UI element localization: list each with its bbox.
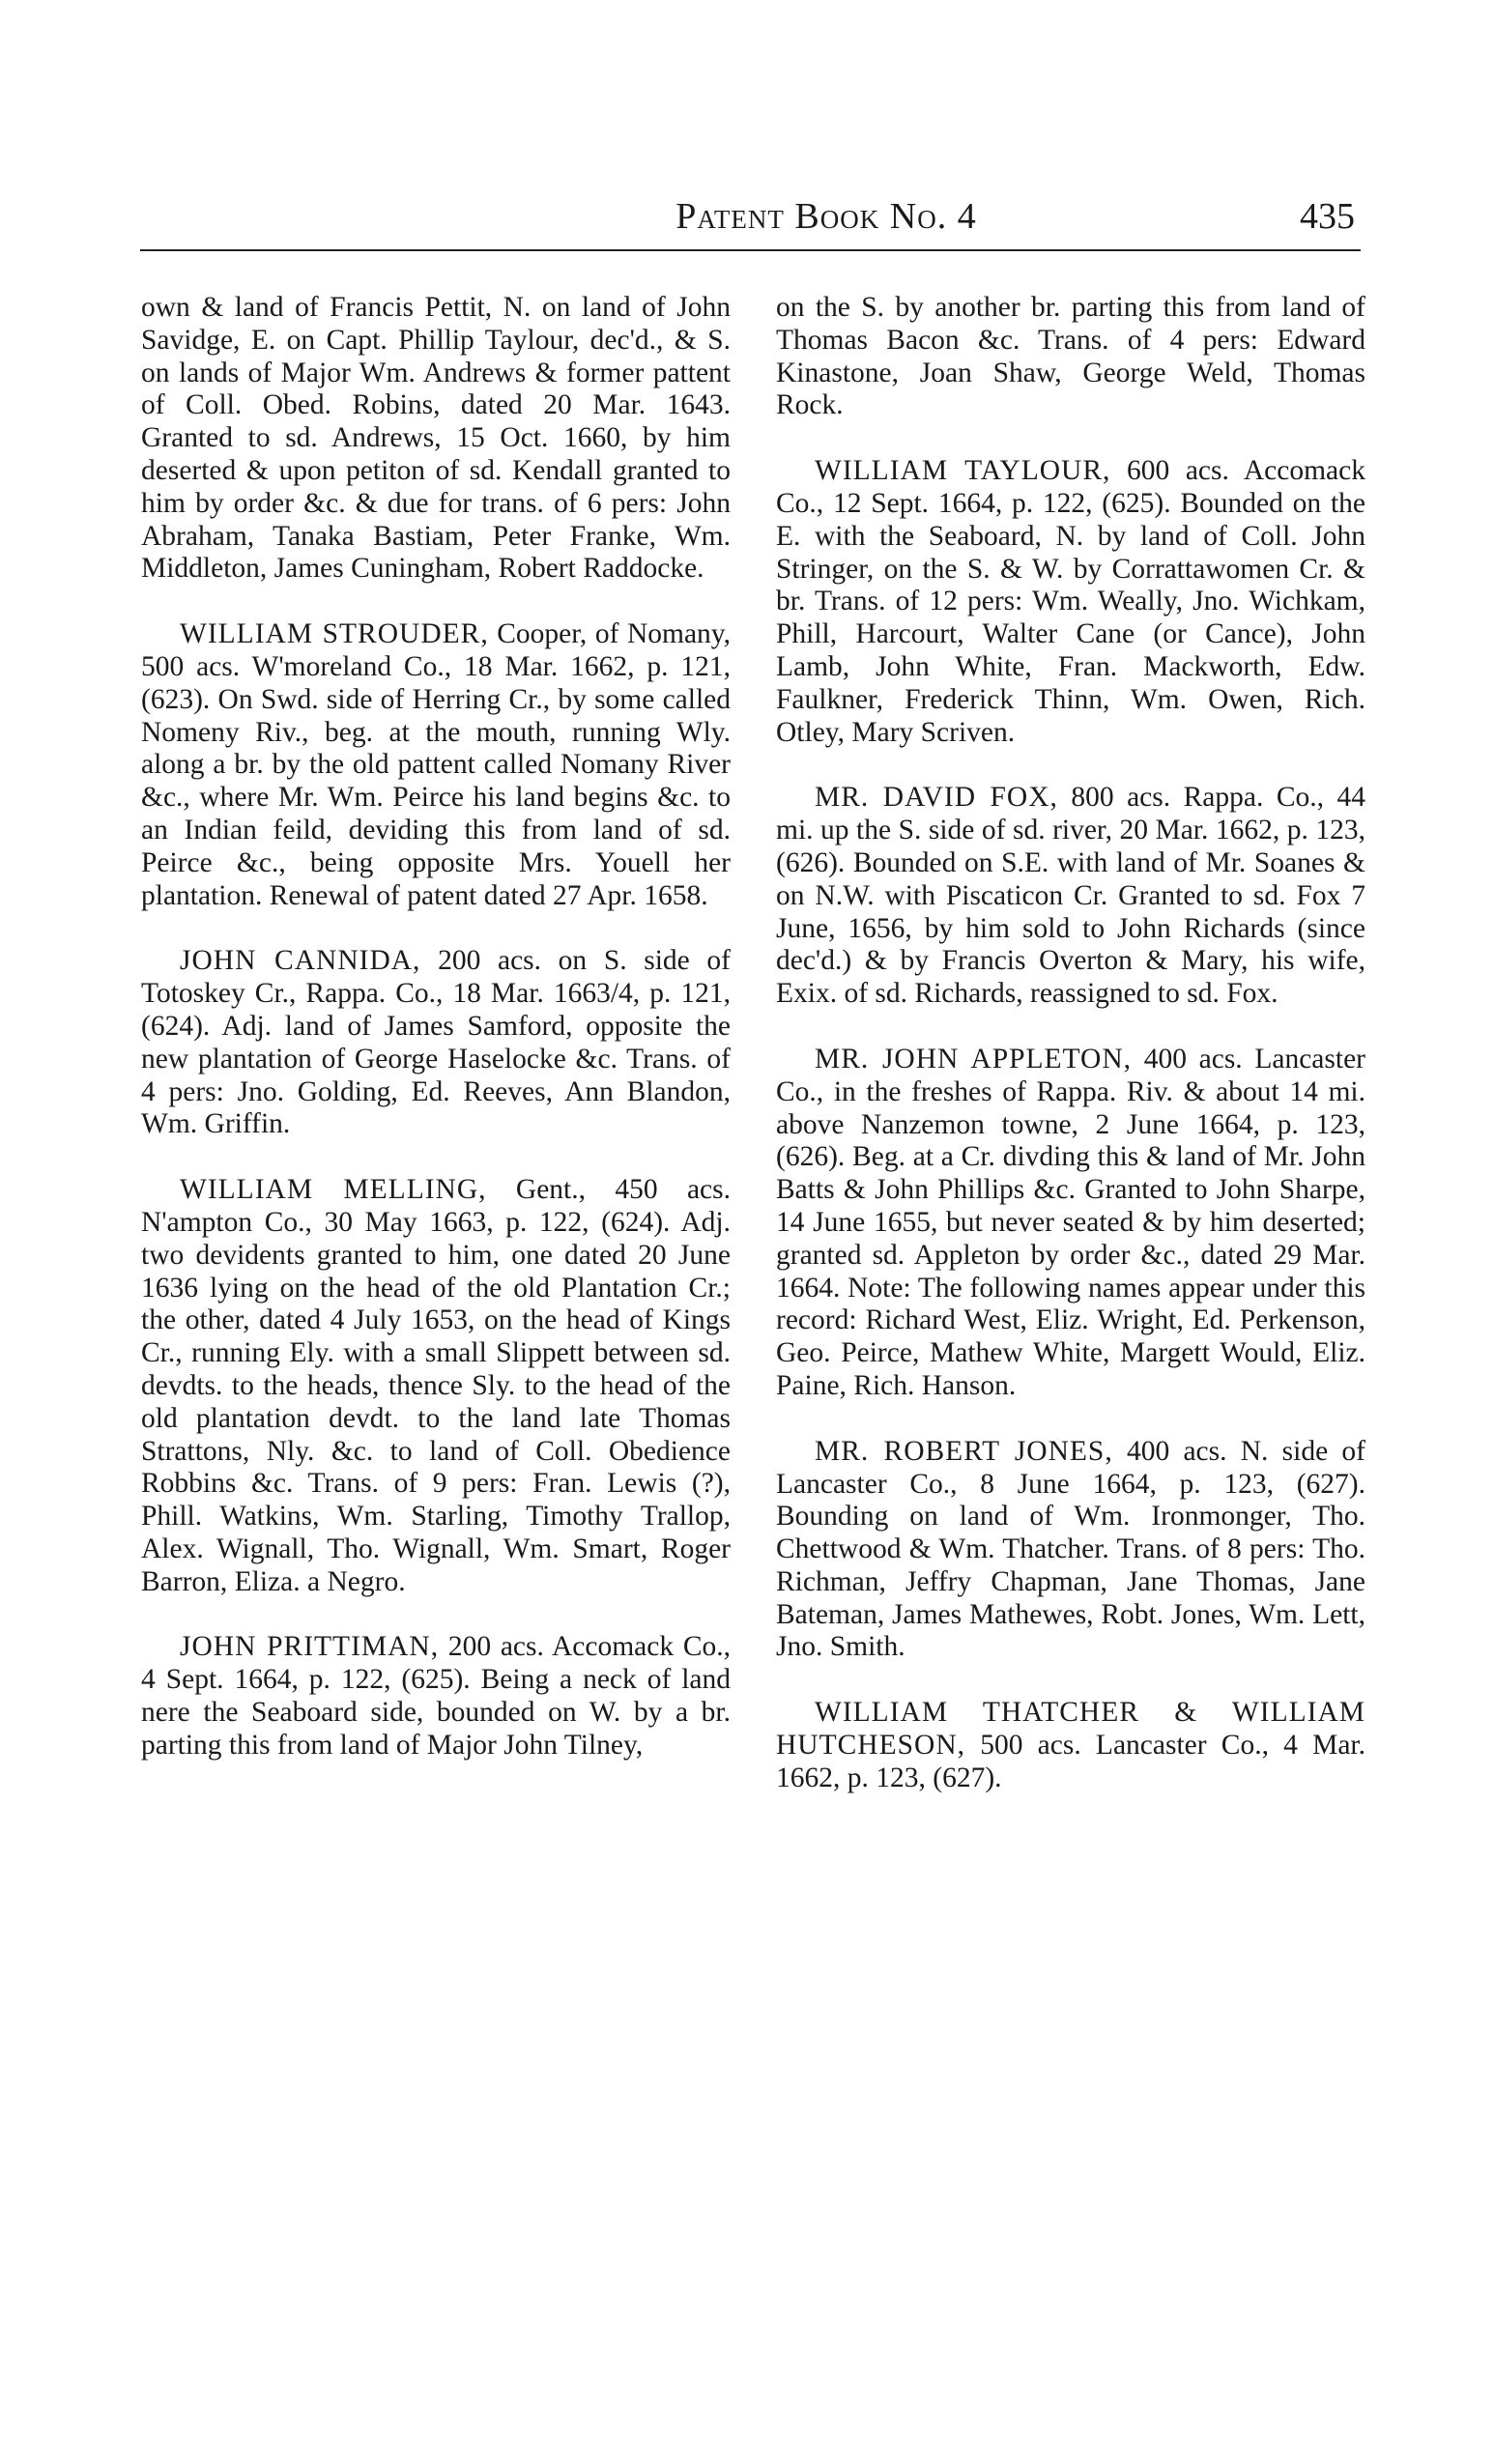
entry-name: MR. JOHN APPLETON, <box>815 1043 1133 1074</box>
entry-text: 400 acs. Lancaster Co., in the freshes of Rappa. Riv. & about 14 mi. above Nanzemon towne, 2 June 1664, p. 123, (626). Beg. at a Cr. divding this & land of Mr. John Batts & John Phillips &c. Granted to John Sharpe, 14 June 1655, but never seated & by him deserted; granted sd. Appleton by order &c., dated 29 Mar. 1664. Note: The following names appear under this record: Richard West, Eliz. Wright, Ed. Perkenson, Geo. Peirce, Mathew White, Margett Would, Eliz. Paine, Rich. Hanson. <box>776 1043 1365 1401</box>
entry-continued <box>776 292 1365 422</box>
entry-text: on the S. by another br. parting this from land of Thomas Bacon &c. Trans. of 4 pers: Edward Kinastone, Joan Shaw, George Weld, Thomas Rock. <box>776 292 1365 421</box>
entry-text: own & land of Francis Pettit, N. on land of John Savidge, E. on Capt. Phillip Taylour, dec'd., & S. on lands of Major Wm. Andrews & former pattent of Coll. Obed. Robins, dated 20 Mar. 1643. Granted to sd. Andrews, 15 Oct. 1660, by him deserted & upon petiton of sd. Kendall granted to him by order &c. & due for trans. of 6 pers: John Abraham, Tanaka Bastiam, Peter Franke, Wm. Middleton, James Cuningham, Robert Raddocke. <box>141 292 731 585</box>
entry-name: MR. ROBERT JONES, <box>815 1435 1113 1467</box>
entry-name: WILLIAM STROUDER, <box>180 618 489 650</box>
entry-robert-jones <box>776 1436 1365 1665</box>
entry-david-fox <box>776 782 1365 1011</box>
entry-william-taylour <box>776 455 1365 749</box>
left-column <box>141 292 731 1795</box>
entry-text: Gent., 450 acs. N'ampton Co., 30 May 1663, p. 122, (624). Adj. two devidents granted to him, one dated 20 June 1636 lying on the head of the old Plantation Cr.; the other, dated 4 July 1653, on the head of Kings Cr., running Ely. with a small Slippett between sd. devdts. to the heads, thence Sly. to the head of the old plantation devdt. to the land late Thomas Strattons, Nly. &c. to land of Coll. Obedience Robbins &c. Trans. of 9 pers: Fran. Lewis (?), Phill. Watkins, Wm. Starling, Timothy Trallop, Alex. Wignall, Tho. Wignall, Wm. Smart, Roger Barron, Eliza. a Negro. <box>141 1174 731 1597</box>
entry-text: 400 acs. N. side of Lancaster Co., 8 June 1664, p. 123, (627). Bounding on land of Wm. Ironmonger, Tho. Chettwood & Wm. Thatcher. Trans. of 8 pers: Tho. Richman, Jeffry Chapman, Jane Thomas, Jane Bateman, James Mathewes, Robt. Jones, Wm. Lett, Jno. Smith. <box>776 1435 1365 1663</box>
entry-william-melling <box>141 1174 731 1598</box>
entry-william-strouder <box>141 618 731 912</box>
entry-text: 800 acs. Rappa. Co., 44 mi. up the S. side of sd. river, 20 Mar. 1662, p. 123, (626). Bounded on S.E. with land of Mr. Soanes & on N.W. with Piscaticon Cr. Granted to sd. Fox 7 June, 1656, by him sold to John Richards (since dec'd.) & by Francis Overton & Mary, his wife, Exix. of sd. Richards, reassigned to sd. Fox. <box>776 782 1365 1010</box>
entry-name: JOHN CANNIDA, <box>180 945 421 977</box>
entry-name: WILLIAM THATCHER & WILLIAM HUTCHESON, <box>776 1697 1365 1762</box>
page-number: 435 <box>1300 196 1355 237</box>
running-title: Patent Book No. 4 <box>675 196 977 237</box>
entry-text: 200 acs. Accomack Co., 4 Sept. 1664, p. 122, (625). Being a neck of land nere the Seaboard side, bounded on W. by a br. parting this from land of Major John Tilney, <box>141 1631 731 1761</box>
entry-name: MR. DAVID FOX, <box>815 782 1058 814</box>
page-header <box>140 184 1361 242</box>
entry-text: 600 acs. Accomack Co., 12 Sept. 1664, p. 122, (625). Bounded on the E. with the Seaboard, N. by land of Coll. John Stringer, on the S. & W. by Corrattawomen Cr. & br. Trans. of 12 pers: Wm. Weally, Jno. Wichkam, Phill, Harcourt, Walter Cane (or Cance), John Lamb, John White, Fran. Mackworth, Edw. Faulkner, Frederick Thinn, Wm. Owen, Rich. Otley, Mary Scriven. <box>776 455 1365 748</box>
entry-continued <box>141 292 731 586</box>
entry-john-appleton <box>776 1044 1365 1403</box>
entry-name: WILLIAM MELLING, <box>180 1174 487 1206</box>
entry-john-prittiman <box>141 1631 731 1762</box>
entry-name: WILLIAM TAYLOUR, <box>815 455 1111 487</box>
entry-text: Cooper, of Nomany, 500 acs. W'moreland Co., 18 Mar. 1662, p. 121, (623). On Swd. side of Herring Cr., by some called Nomeny Riv., beg. at the mouth, running Wly. along a br. by the old pattent called Nomany River &c., where Mr. Wm. Peirce his land begins &c. to an Indian feild, deviding this from land of sd. Peirce &c., being opposite Mrs. Youell her plantation. Renewal of patent dated 27 Apr. 1658. <box>141 618 731 911</box>
entry-name: JOHN PRITTIMAN, <box>180 1631 440 1663</box>
header-rule <box>140 249 1361 251</box>
entry-text: 500 acs. Lancaster Co., 4 Mar. 1662, p. 123, (627). <box>776 1730 1365 1793</box>
entry-john-cannida <box>141 945 731 1141</box>
entry-text: 200 acs. on S. side of Totoskey Cr., Rappa. Co., 18 Mar. 1663/4, p. 121, (624). Adj. land of James Samford, opposite the new plantation of George Haselocke &c. Trans. of 4 pers: Jno. Golding, Ed. Reeves, Ann Blandon, Wm. Griffin. <box>141 945 731 1140</box>
right-column <box>776 292 1365 1828</box>
entry-thatcher-hutcheson <box>776 1697 1365 1794</box>
